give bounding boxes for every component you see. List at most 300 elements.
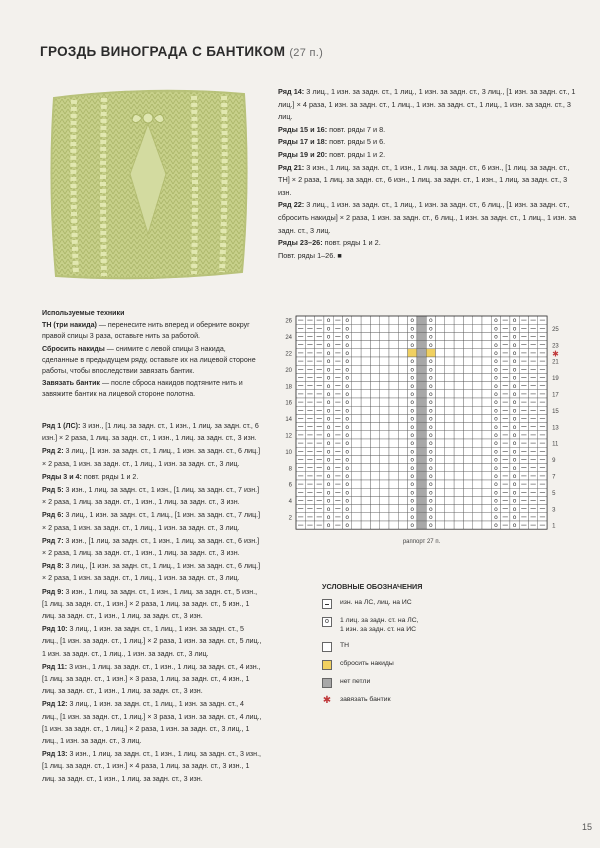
chart-cell — [380, 406, 389, 414]
chart-cell — [380, 480, 389, 488]
twisted-mark: o — [512, 374, 517, 382]
chart-cell — [398, 373, 407, 381]
twisted-mark: o — [326, 514, 331, 521]
chart-cell — [473, 390, 482, 398]
chart-cell — [436, 382, 445, 390]
chart-cell — [352, 431, 361, 439]
chart-cell — [436, 390, 445, 398]
twisted-mark: o — [494, 341, 498, 349]
page-number: 15 — [581, 822, 592, 832]
bow-star-icon: ✱ — [552, 349, 559, 359]
chart-cell — [361, 382, 370, 390]
twisted-mark: o — [410, 432, 415, 439]
chart-cell — [473, 496, 482, 504]
chart-cell — [370, 431, 379, 439]
row-17-18: Ряды 17 и 18: повт. ряды 5 и 6. — [278, 137, 386, 147]
twisted-mark: o — [494, 456, 498, 464]
twisted-mark: o — [429, 333, 433, 341]
chart-cell — [352, 521, 361, 529]
chart-cell — [436, 447, 445, 455]
chart-cell — [482, 324, 491, 332]
chart-cell — [370, 505, 379, 513]
chart-cell — [463, 431, 472, 439]
twisted-mark: o — [494, 399, 498, 407]
chart-cell — [463, 341, 472, 349]
chart-cell — [370, 357, 379, 365]
twisted-mark: o — [512, 497, 517, 505]
chart-cell — [463, 390, 472, 398]
chart-cell — [417, 373, 426, 381]
twisted-mark: o — [326, 440, 331, 448]
chart-cell — [352, 439, 361, 447]
twisted-mark: o — [410, 317, 415, 325]
chart-cell — [473, 316, 482, 324]
chart-cell — [445, 513, 454, 521]
chart-cell — [417, 521, 426, 529]
twisted-mark: o — [410, 481, 415, 489]
twisted-mark: o — [410, 440, 415, 448]
row-19-20: Ряды 19 и 20: повт. ряды 1 и 2. — [278, 149, 386, 159]
chart-cell — [426, 349, 435, 357]
twisted-mark: o — [345, 489, 349, 497]
chart-cell — [463, 414, 472, 422]
chart-cell — [463, 439, 472, 447]
twisted-mark: o — [512, 382, 517, 390]
twisted-mark: o — [410, 456, 415, 464]
chart-cell — [361, 349, 370, 357]
chart-cell — [380, 398, 389, 406]
chart-cell — [445, 488, 454, 496]
chart-cell — [389, 341, 398, 349]
row-2: Ряд 2: 3 лиц., [1 изн. за задн. ст., 1 лиц., 1 изн. за задн. ст., 6 лиц.] × 2 раза, 1 изн. за задн. ст., 1 лиц., 1 изн. за задн. ст., 3 лиц. — [42, 447, 261, 468]
chart-cell — [436, 332, 445, 340]
chart-cell — [352, 455, 361, 463]
chart-cell — [417, 513, 426, 521]
chart-cell — [436, 357, 445, 365]
chart-cell — [398, 406, 407, 414]
chart-cell — [370, 406, 379, 414]
chart-cell — [361, 341, 370, 349]
row-label-left: 10 — [285, 449, 292, 456]
chart-cell — [473, 398, 482, 406]
chart-cell — [361, 447, 370, 455]
chart-cell — [436, 431, 445, 439]
triple-wrap-icon — [322, 642, 332, 652]
chart-cell — [445, 365, 454, 373]
twisted-mark: o — [345, 358, 349, 366]
chart-cell — [398, 472, 407, 480]
chart-cell — [463, 324, 472, 332]
chart-cell — [445, 472, 454, 480]
chart-cell — [436, 455, 445, 463]
chart-cell — [463, 316, 472, 324]
twisted-mark: o — [345, 415, 349, 423]
chart-cell — [370, 316, 379, 324]
techniques-title: Используемые техники — [42, 309, 125, 317]
chart-cell — [389, 464, 398, 472]
chart-cell — [436, 414, 445, 422]
chart-cell — [389, 373, 398, 381]
chart-cell — [370, 398, 379, 406]
twisted-mark: o — [512, 464, 517, 472]
twisted-mark: o — [410, 333, 415, 341]
chart-cell — [417, 423, 426, 431]
twisted-mark: o — [512, 407, 517, 415]
chart-cell — [454, 414, 463, 422]
twisted-mark: o — [512, 317, 517, 325]
twisted-mark: o — [410, 473, 415, 480]
chart-cell — [352, 324, 361, 332]
chart-cell — [417, 382, 426, 390]
chart-cell — [482, 505, 491, 513]
chart-cell — [445, 480, 454, 488]
chart-cell — [361, 373, 370, 381]
twisted-mark: o — [410, 448, 415, 456]
chart-cell — [380, 513, 389, 521]
chart-cell — [482, 316, 491, 324]
row-label-left: 24 — [285, 335, 292, 342]
twisted-mark: o — [326, 481, 331, 489]
chart-cell — [389, 455, 398, 463]
row-5: Ряд 5: 3 изн., 1 лиц. за задн. ст., 1 изн., [1 лиц. за задн. ст., 7 изн.] × 2 раза, 1 лиц. за задн. ст., 1 изн., 1 лиц. за задн. ст., 3 изн. — [42, 486, 260, 507]
chart-cell — [473, 480, 482, 488]
chart-cell — [352, 382, 361, 390]
twisted-mark: o — [429, 374, 433, 382]
chart-cell — [473, 373, 482, 381]
legend-item: сбросить накиды — [322, 660, 572, 670]
row-label-right: 13 — [552, 425, 559, 432]
chart-cell — [473, 324, 482, 332]
pattern-title: ГРОЗДЬ ВИНОГРАДА С БАНТИКОМ — [40, 44, 286, 59]
chart-cell — [463, 496, 472, 504]
twisted-mark: o — [494, 464, 498, 472]
chart-cell — [380, 447, 389, 455]
chart-cell — [473, 431, 482, 439]
twisted-mark: o — [326, 497, 331, 505]
row-15-16: Ряды 15 и 16: повт. ряды 7 и 8. — [278, 124, 386, 134]
chart-cell — [380, 373, 389, 381]
chart-cell — [398, 447, 407, 455]
twisted-mark: o — [429, 473, 433, 480]
twisted-mark: o — [512, 481, 517, 489]
chart-cell — [370, 472, 379, 480]
chart-cell — [389, 496, 398, 504]
chart-cell — [389, 406, 398, 414]
row-8: Ряд 8: 3 лиц., [1 изн. за задн. ст., 1 лиц., 1 изн. за задн. ст., 6 лиц.] × 2 раза, 1 изн. за задн. ст., 1 лиц., 1 изн. за задн. ст., 3 лиц. — [42, 562, 261, 583]
chart-cell — [454, 357, 463, 365]
chart-cell — [463, 464, 472, 472]
chart-cell — [417, 439, 426, 447]
row-label-left: 22 — [285, 351, 292, 358]
chart-cell — [398, 357, 407, 365]
chart-cell — [417, 480, 426, 488]
chart-cell — [380, 382, 389, 390]
chart-cell — [445, 382, 454, 390]
chart-cell — [380, 472, 389, 480]
chart-cell — [370, 464, 379, 472]
twisted-mark: o — [429, 325, 433, 333]
twisted-mark: o — [429, 341, 433, 349]
twisted-mark: o — [512, 505, 517, 513]
chart-cell — [473, 455, 482, 463]
chart-cell — [463, 447, 472, 455]
chart-cell — [463, 406, 472, 414]
chart-cell — [436, 480, 445, 488]
page-title — [40, 44, 323, 59]
chart-cell — [436, 513, 445, 521]
row-label-right: 9 — [552, 458, 556, 465]
chart-cell — [389, 447, 398, 455]
row-label-left: 12 — [285, 433, 292, 440]
chart-cell — [370, 521, 379, 529]
twisted-mark: o — [512, 473, 517, 480]
chart-cell — [436, 398, 445, 406]
chart-grid — [276, 310, 576, 560]
chart-cell — [482, 472, 491, 480]
chart-cell — [370, 439, 379, 447]
chart-cell — [436, 349, 445, 357]
chart-cell — [473, 349, 482, 357]
chart-cell — [482, 455, 491, 463]
twisted-mark: o — [494, 448, 498, 456]
chart-cell — [417, 472, 426, 480]
twisted-mark: o — [326, 350, 331, 357]
chart-cell — [454, 382, 463, 390]
twisted-mark: o — [494, 325, 498, 333]
chart-cell — [361, 472, 370, 480]
chart-cell — [361, 513, 370, 521]
chart-cell — [352, 505, 361, 513]
twisted-mark: o — [512, 423, 517, 431]
twisted-mark: o — [494, 505, 498, 513]
chart-cell — [352, 365, 361, 373]
chart-cell — [482, 423, 491, 431]
chart-cell — [389, 414, 398, 422]
chart-cell — [482, 332, 491, 340]
twisted-mark: o — [429, 382, 433, 390]
chart-cell — [417, 324, 426, 332]
chart-cell — [482, 496, 491, 504]
chart-cell — [463, 480, 472, 488]
chart-cell — [473, 382, 482, 390]
chart-cell — [454, 455, 463, 463]
chart-cell — [473, 414, 482, 422]
chart-cell — [473, 488, 482, 496]
twisted-mark: o — [326, 358, 331, 366]
chart-cell — [417, 390, 426, 398]
twisted-mark: o — [345, 505, 349, 513]
row-label-left: 16 — [285, 400, 292, 407]
chart-cell — [361, 480, 370, 488]
stitch-count: (27 п.) — [289, 47, 324, 59]
chart-cell — [398, 316, 407, 324]
twisted-mark: o — [345, 391, 349, 398]
row-label-left: 6 — [288, 482, 292, 489]
chart-cell — [361, 316, 370, 324]
twisted-mark: o — [345, 382, 349, 390]
twisted-mark: o — [345, 464, 349, 472]
twisted-mark: o — [326, 341, 331, 349]
twisted-mark: o — [345, 341, 349, 349]
twisted-mark: o — [345, 350, 349, 357]
chart-cell — [389, 382, 398, 390]
chart-cell — [445, 398, 454, 406]
chart-cell — [352, 398, 361, 406]
twisted-mark: o — [429, 522, 433, 530]
twisted-icon — [322, 617, 332, 627]
chart-cell — [436, 521, 445, 529]
chart-cell — [436, 316, 445, 324]
chart-cell — [463, 423, 472, 431]
twisted-mark: o — [345, 481, 349, 489]
twisted-mark: o — [494, 415, 498, 423]
chart-cell — [361, 357, 370, 365]
chart-cell — [380, 423, 389, 431]
chart-cell — [380, 439, 389, 447]
chart-cell — [473, 423, 482, 431]
twisted-mark: o — [429, 440, 433, 448]
chart-cell — [417, 316, 426, 324]
chart-cell — [454, 521, 463, 529]
chart-cell — [463, 373, 472, 381]
twisted-mark: o — [494, 497, 498, 505]
chart-cell — [473, 505, 482, 513]
chart-cell — [473, 472, 482, 480]
chart-cell — [463, 505, 472, 513]
rows-instructions — [42, 420, 262, 786]
twisted-mark: o — [345, 448, 349, 456]
chart-cell — [454, 464, 463, 472]
chart-cell — [454, 439, 463, 447]
row-21: Ряд 21: 3 изн., 1 лиц. за задн. ст., 1 изн., 1 лиц. за задн. ст., 6 изн., [1 лиц. за задн. ст., ТН] × 2 раза, 1 лиц. за задн. ст., 6 изн., 1 лиц. за задн. ст., 1 изн., 1 лиц. за задн. ст., 3 изн. — [278, 162, 570, 197]
row-1: Ряд 1 (ЛС): 3 изн., [1 лиц. за задн. ст., 1 изн., 1 лиц. за задн. ст., 6 изн.] × 2 раза, 1 лиц. за задн. ст., 1 изн., 1 лиц. за задн. ст., 3 изн. — [42, 422, 259, 443]
chart-cell — [380, 332, 389, 340]
twisted-mark: o — [494, 350, 498, 357]
chart-cell — [436, 505, 445, 513]
chart-cell — [436, 439, 445, 447]
twisted-mark: o — [512, 325, 517, 333]
chart-cell — [389, 439, 398, 447]
twisted-mark: o — [326, 432, 331, 439]
row-label-right: 11 — [552, 441, 559, 448]
chart-cell — [361, 324, 370, 332]
chart-cell — [370, 365, 379, 373]
chart-cell — [463, 472, 472, 480]
chart-cell — [445, 406, 454, 414]
twisted-mark: o — [429, 448, 433, 456]
chart-cell — [463, 382, 472, 390]
chart-cell — [445, 521, 454, 529]
twisted-mark: o — [410, 407, 415, 415]
chart-cell — [352, 472, 361, 480]
legend-item: нет петли — [322, 678, 572, 688]
chart-cell — [454, 373, 463, 381]
twisted-mark: o — [326, 522, 331, 530]
twisted-mark: o — [429, 481, 433, 489]
chart-cell — [482, 365, 491, 373]
chart-cell — [389, 357, 398, 365]
row-label-left: 2 — [288, 515, 292, 522]
chart-cell — [417, 349, 426, 357]
legend-item: o 1 лиц. за задн. ст. на ЛС, 1 изн. за задн. ст. на ИС — [322, 617, 572, 634]
twisted-mark: o — [429, 317, 433, 325]
twisted-mark: o — [345, 473, 349, 480]
chart-cell — [361, 414, 370, 422]
twisted-mark: o — [429, 505, 433, 513]
chart-cell — [445, 324, 454, 332]
chart-cell — [445, 423, 454, 431]
twisted-mark: o — [429, 432, 433, 439]
chart-cell — [370, 349, 379, 357]
twisted-mark: o — [326, 382, 331, 390]
chart-cell — [361, 406, 370, 414]
twisted-mark: o — [410, 358, 415, 366]
legend — [322, 582, 572, 714]
chart-cell — [398, 324, 407, 332]
chart-cell — [454, 349, 463, 357]
twisted-mark: o — [429, 399, 433, 407]
chart-cell — [361, 496, 370, 504]
legend-item: изн. на ЛС, лиц. на ИС — [322, 599, 572, 609]
twisted-mark: o — [494, 374, 498, 382]
twisted-mark: o — [429, 407, 433, 415]
twisted-mark: o — [345, 522, 349, 530]
repeat-caption: раппорт 27 п. — [402, 539, 441, 546]
row-label-left: 8 — [288, 466, 292, 473]
chart-cell — [454, 316, 463, 324]
twisted-mark: o — [429, 497, 433, 505]
chart-cell — [454, 332, 463, 340]
row-label-right: 21 — [552, 359, 559, 366]
chart-cell — [436, 341, 445, 349]
chart-cell — [370, 423, 379, 431]
twisted-mark: o — [494, 423, 498, 431]
chart-cell — [352, 349, 361, 357]
no-stitch-icon — [322, 678, 332, 688]
rows-continuation — [278, 86, 578, 262]
chart-cell — [380, 455, 389, 463]
twisted-mark: o — [345, 407, 349, 415]
chart-cell — [361, 439, 370, 447]
twisted-mark: o — [512, 391, 517, 398]
legend-item: ✱ завязать бантик — [322, 695, 391, 706]
twisted-mark: o — [494, 391, 498, 398]
twisted-mark: o — [345, 514, 349, 521]
chart-cell — [445, 332, 454, 340]
twisted-mark: o — [410, 399, 415, 407]
twisted-mark: o — [345, 423, 349, 431]
chart-cell — [473, 406, 482, 414]
chart-cell — [398, 464, 407, 472]
chart-cell — [398, 505, 407, 513]
chart-cell — [463, 398, 472, 406]
row-3-4: Ряды 3 и 4: повт. ряды 1 и 2. — [42, 472, 139, 481]
twisted-mark: o — [326, 473, 331, 480]
chart-cell — [361, 423, 370, 431]
star-icon: ✱ — [322, 695, 332, 706]
row-label-right: 15 — [552, 408, 559, 415]
twisted-mark: o — [494, 473, 498, 480]
swatch-photo — [44, 84, 254, 284]
twisted-mark: o — [326, 391, 331, 398]
chart-cell — [352, 480, 361, 488]
chart-cell — [482, 382, 491, 390]
chart-cell — [417, 455, 426, 463]
chart-cell — [417, 488, 426, 496]
chart-cell — [473, 341, 482, 349]
chart-cell — [370, 332, 379, 340]
chart-cell — [380, 365, 389, 373]
